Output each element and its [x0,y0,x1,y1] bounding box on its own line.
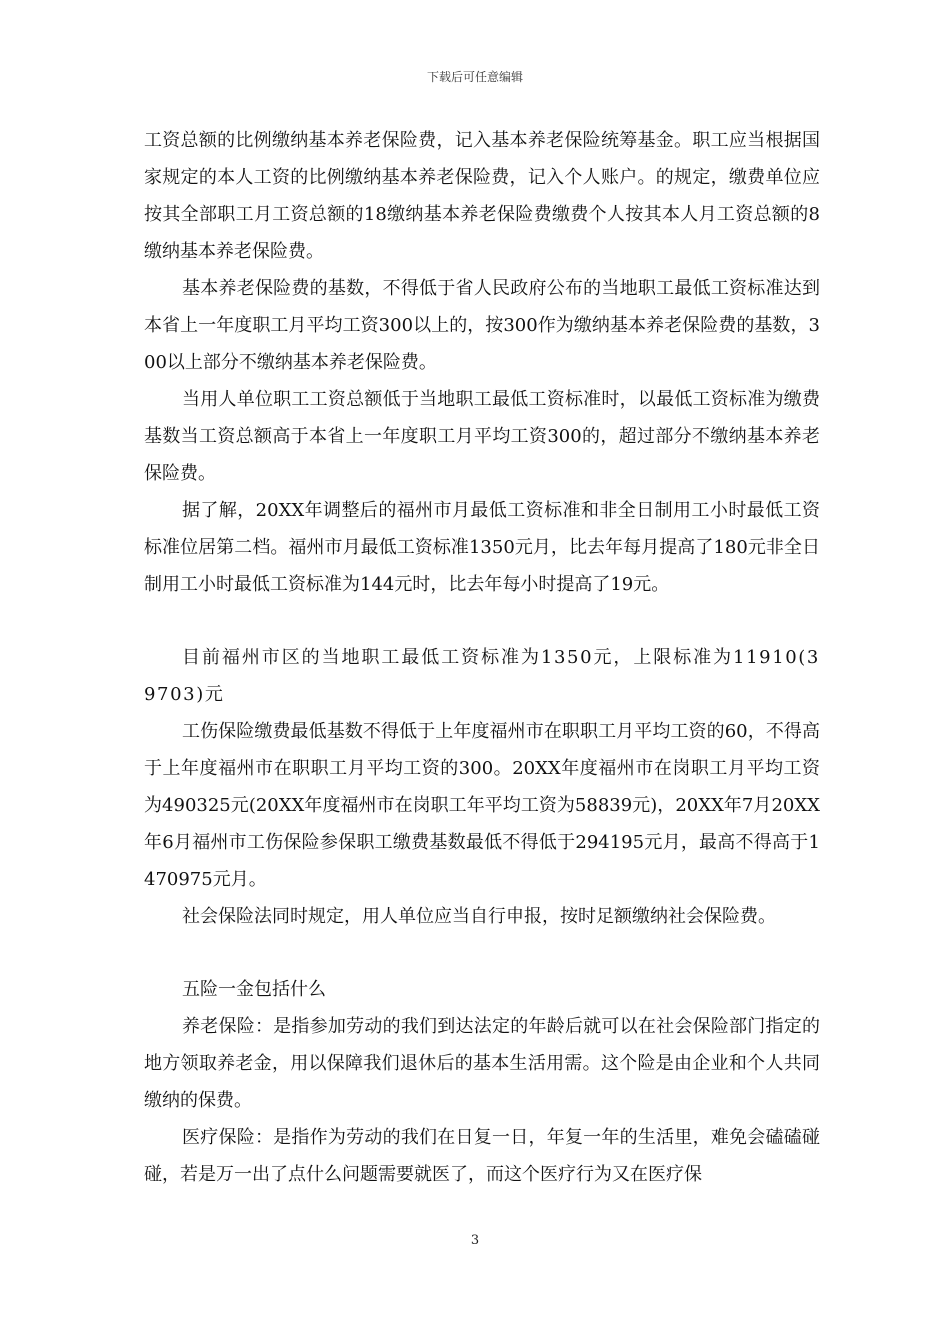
paragraph-fuzhou-wage-range: 目前福州市区的当地职工最低工资标准为1350元，上限标准为11910(39703)元 [144,647,820,705]
page-number: 3 [470,1233,480,1248]
paragraph-pension-base: 基本养老保险费的基数，不得低于省人民政府公布的当地职工最低工资标准达到本省上一年度职工月平均工资300以上的，按300作为缴纳基本养老保险费的基数，300以上部分不缴纳基本养老保险费。 [144,278,820,373]
page-header: 下载后可任意编辑 [426,70,523,84]
paragraph-medical-insurance: 医疗保险：是指作为劳动的我们在日复一日，年复一年的生活里，难免会磕磕碰碰，若是万一出了点什么问题需要就医了，而这个医疗行为又在医疗保 [144,1127,820,1185]
document-body [144,122,820,1193]
section-heading-five-insurances: 五险一金包括什么 [182,979,326,1000]
paragraph-spacer [144,935,820,971]
paragraph-fuzhou-minimum-wage: 据了解，20XX年调整后的福州市月最低工资标准和非全日制用工小时最低工资标准位居第二档。福州市月最低工资标准1350元月，比去年每月提高了180元非全日制用工小时最低工资标准为144元时，比去年每小时提高了19元。 [144,500,820,595]
paragraph-wage-below-minimum: 当用人单位职工工资总额低于当地职工最低工资标准时，以最低工资标准为缴费基数当工资总额高于本省上一年度职工月平均工资300的，超过部分不缴纳基本养老保险费。 [144,389,820,484]
paragraph-injury-insurance-base: 工伤保险缴费最低基数不得低于上年度福州市在职职工月平均工资的60，不得高于上年度福州市在职职工月平均工资的300。20XX年度福州市在岗职工月平均工资为490325元(20XX年度福州市在岗职工年平均工资为58839元)，20XX年7月20XX年6月福州市工伤保险参保职工缴费基数最低不得低于294195元月，最高不得高于1470975元月。 [144,721,820,890]
paragraph-pension-contribution: 工资总额的比例缴纳基本养老保险费，记入基本养老保险统筹基金。职工应当根据国家规定的本人工资的比例缴纳基本养老保险费，记入个人账户。的规定，缴费单位应按其全部职工月工资总额的18缴纳基本养老保险费缴费个人按其本人月工资总额的8缴纳基本养老保险费。 [144,130,820,262]
paragraph-social-insurance-law: 社会保险法同时规定，用人单位应当自行申报，按时足额缴纳社会保险费。 [182,906,776,927]
paragraph-pension-insurance: 养老保险：是指参加劳动的我们到达法定的年龄后就可以在社会保险部门指定的地方领取养老金，用以保障我们退休后的基本生活用需。这个险是由企业和个人共同缴纳的保费。 [144,1016,820,1111]
paragraph-spacer [144,603,820,639]
